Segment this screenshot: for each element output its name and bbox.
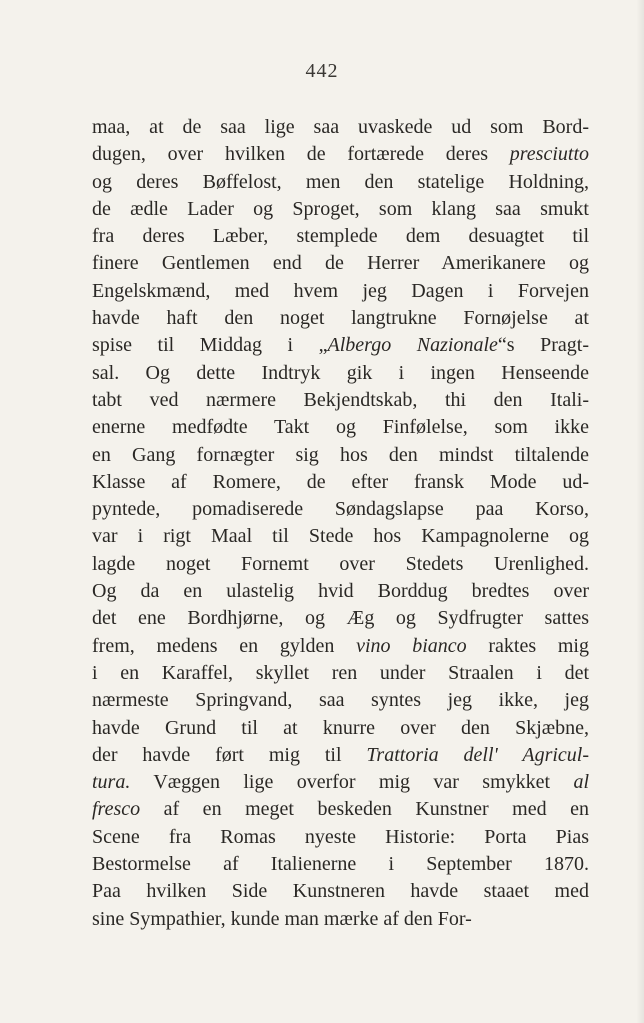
text-line xyxy=(92,742,589,769)
text-segment: Væggen lige overfor mig var smykket xyxy=(130,771,574,794)
text-segment: spise til Middag i „ xyxy=(92,334,328,357)
text-line xyxy=(92,196,589,223)
text-line xyxy=(92,660,589,687)
text-line xyxy=(92,605,589,632)
text-segment: sal. Og dette Indtryk gik i ingen Henseende xyxy=(92,361,589,384)
text-line xyxy=(92,551,589,578)
text-segment: og deres Bøffelost, men den statelige Holdning, xyxy=(92,170,589,193)
text-segment: nærmeste Springvand, saa syntes jeg ikke, jeg xyxy=(92,689,589,712)
text-segment: Og da en ulastelig hvid Borddug bredtes over xyxy=(92,580,589,603)
italic-text: Trattoria dell' Agricul- xyxy=(366,743,589,766)
text-line xyxy=(92,769,589,796)
italic-text: vino bianco xyxy=(356,634,467,657)
text-segment: de ædle Lader og Sproget, som klang saa smukt xyxy=(92,197,589,220)
text-segment: det ene Bordhjørne, og Æg og Sydfrugter sattes xyxy=(92,607,589,630)
text-line xyxy=(92,442,589,469)
text-line xyxy=(92,578,589,605)
page-number: 442 xyxy=(305,60,339,82)
text-line xyxy=(92,906,589,933)
text-line xyxy=(92,687,589,714)
italic-text: presciutto xyxy=(509,143,589,166)
text-segment: Bestormelse af Italienerne i September 1870. xyxy=(92,853,589,876)
text-segment: var i rigt Maal til Stede hos Kampagnolerne og xyxy=(92,525,589,548)
text-line xyxy=(92,523,589,550)
text-segment: enerne medfødte Takt og Finfølelse, som ikke xyxy=(92,416,589,439)
text-line xyxy=(92,796,589,823)
text-segment: lagde noget Fornemt over Stedets Urenlighed. xyxy=(92,552,589,575)
italic-text: Albergo Nazionale xyxy=(327,334,498,357)
italic-text: al xyxy=(573,771,589,794)
text-segment: pyntede, pomadiserede Søndagslapse paa Korso, xyxy=(92,498,589,521)
text-segment: maa, at de saa lige saa uvaskede ud som Bord- xyxy=(92,116,589,138)
text-line xyxy=(92,141,589,168)
italic-text: fresco xyxy=(92,798,141,821)
text-line xyxy=(92,114,589,141)
text-line xyxy=(92,223,589,250)
text-segment: af en meget beskeden Kunstner med en xyxy=(140,798,589,821)
text-segment: havde Grund til at knurre over den Skjæbne, xyxy=(92,716,589,739)
text-line xyxy=(92,496,589,523)
text-segment: raktes mig xyxy=(466,634,589,657)
text-line xyxy=(92,715,589,742)
text-segment: frem, medens en gylden xyxy=(92,634,357,657)
text-segment: Klasse af Romere, de efter fransk Mode ud- xyxy=(92,470,589,493)
text-line xyxy=(92,332,589,359)
text-segment: tabt ved nærmere Bekjendtskab, thi den Itali- xyxy=(92,388,589,411)
text-segment: en Gang fornægter sig hos den mindst tiltalende xyxy=(92,443,589,466)
text-segment: finere Gentlemen end de Herrer Amerikanere og xyxy=(92,252,589,275)
text-segment: Paa hvilken Side Kunstneren havde staaet med xyxy=(92,880,589,903)
text-line xyxy=(92,469,589,496)
text-line xyxy=(92,878,589,905)
text-segment: der havde ført mig til xyxy=(92,743,367,766)
text-line xyxy=(92,851,589,878)
text-line xyxy=(92,250,589,277)
text-segment: Scene fra Romas nyeste Historie: Porta Pias xyxy=(92,825,589,848)
text-line xyxy=(92,278,589,305)
text-segment: “s Pragt- xyxy=(497,334,589,357)
text-line xyxy=(92,360,589,387)
text-segment: havde haft den noget langtrukne Fornøjelse at xyxy=(92,307,589,330)
text-segment: sine Sympathier, kunde man mærke af den For- xyxy=(92,907,472,930)
text-line xyxy=(92,387,589,414)
italic-text: tura. xyxy=(92,771,131,794)
body-text xyxy=(92,114,589,933)
text-line xyxy=(92,633,589,660)
text-line xyxy=(92,305,589,332)
text-line xyxy=(92,414,589,441)
text-segment: dugen, over hvilken de fortærede deres xyxy=(92,143,510,166)
text-line xyxy=(92,169,589,196)
text-line xyxy=(92,824,589,851)
page-edge xyxy=(636,0,644,1023)
text-segment: i en Karaffel, skyllet ren under Straalen i det xyxy=(92,661,589,684)
text-segment: fra deres Læber, stemplede dem desuagtet til xyxy=(92,225,589,248)
text-segment: Engelskmænd, med hvem jeg Dagen i Forvejen xyxy=(92,279,589,302)
